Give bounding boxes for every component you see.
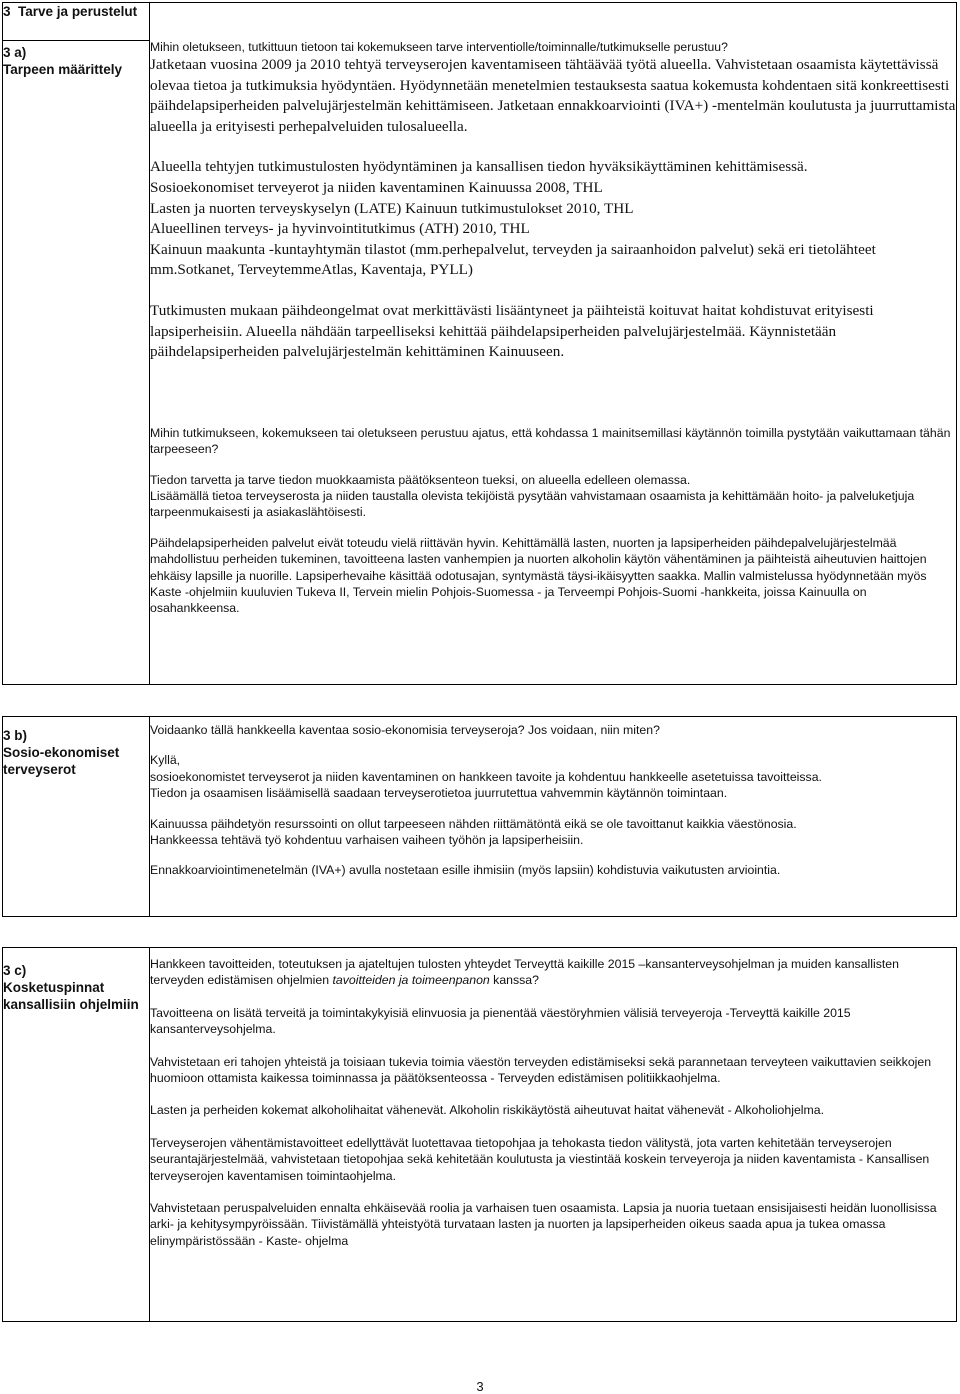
answer-3c-p4: Terveyserojen vähentämistavoitteet edellyttävät luotettavaa tietopohjaa ja tehokasta tiedon välitystä, jota varten kehitetään terveyserojen seurantajärjestelmää, vahvistetaan tietopohjaa sekä kehitetään koulutusta ja viestintää koskein terveyeroja ja niiden kaventamista - Kansallisen terveyserojen kaventamisen toimintaohjelma.: [150, 1135, 930, 1183]
row-3c-label: [3, 948, 150, 1322]
answer-3c-p5: Vahvistetaan peruspalveluiden ennalta ehkäisevää roolia ja varhaisen tuen osaamista. Lapsia ja nuoria tuetaan ensisijaisesti heidän luonollisissa arki- ja kehitysympyröissään. Tiivistämällä yhteistyötä turvataan lasten ja nuorten ja lapsiperheiden oikeus saada apua ja tukea omassa elinympäristössään - Kaste- ohjelma: [150, 1201, 937, 1248]
question-3c: [150, 956, 956, 989]
answer-3a-p2-line: Alueella tehtyjen tutkimustulosten hyödyntäminen ja kansallisen tiedon hyväksikäyttäminen kehittämisessä.: [150, 158, 808, 176]
answer-3c-p1: Tavoitteena on lisätä terveitä ja toimintakykyisiä elinvuosia ja pienentää väestöryhmien välisiä terveyeroja -Terveyttä kaikille 2015 kansanterveysohjelma.: [150, 1005, 851, 1037]
answer-3a-p2-line: Lasten ja nuorten terveyskyselyn (LATE) Kainuun tutkimustulokset 2010, THL: [150, 199, 634, 217]
section-title: Tarve ja perustelut: [18, 4, 138, 19]
answer-3c-p3: Lasten ja perheiden kokemat alkoholihaitat vähenevät. Alkoholin riskikäytöstä aiheutuvat haitat vähenevät - Alkoholiohjelma.: [150, 1103, 825, 1118]
answer-3b-p3: Ennakkoarviointimenetelmän (IVA+) avulla nostetaan esille ihmisiin (myös lapsiin) kohdistuvia vaikutusten arviointia.: [150, 863, 781, 878]
answer-3a-p2: [150, 157, 956, 281]
section-header-cell: [3, 3, 150, 41]
row-3c-label-title: Kosketuspinnat kansallisiin ohjelmiin: [3, 980, 139, 1012]
row-3b-label: [3, 717, 150, 917]
answer-3b-line: sosioekonomistet terveyserot ja niiden kaventaminen on hankkeen tavoite ja kohdentuu hankkeelle asetetuissa tavoitteissa.: [150, 769, 822, 784]
question-3b: Voidaanko tällä hankkeella kaventaa sosio-ekonomisia terveyseroja? Jos voidaan, niin miten?: [150, 723, 660, 737]
question-3a-2-block: [150, 425, 956, 617]
row-3b-table: [2, 716, 957, 917]
answer-3c-p2: Vahvistetaan eri tahojen yhteistä ja toisiaan tukevia toimia väestön terveyden edistämiseksi sekä parannetaan terveyteen vaikuttavien seikkojen huomioon ottamista kaikessa toiminnassa ja päätöksenteossa - Terveyden edistämisen politiikkaohjelma.: [150, 1054, 932, 1086]
row-3c-label-number: 3 c): [3, 963, 27, 978]
row-3c-table: [2, 947, 957, 1322]
question-3c-part2: kanssa?: [489, 973, 539, 988]
answer-3b-p2-line: Hankkeessa tehtävä työ kohdentuu varhaisen vaiheen työhön ja lapsiperheisiin.: [150, 833, 584, 848]
row-3a-label: [3, 41, 150, 685]
row-3c-content: [150, 948, 957, 1322]
answer-3b-line: Tiedon ja osaamisen lisäämisellä saadaan terveyserotietoa juurrutettua vahvemmin käytännön toimintaan.: [150, 786, 728, 801]
row-3b-label-number: 3 b): [3, 728, 28, 743]
question-3a-1: Mihin oletukseen, tutkittuun tietoon tai kokemukseen tarve interventiolle/toiminnalle/tutkimukselle perustuu?: [150, 40, 728, 54]
row-3a-label-number: 3 a): [3, 45, 27, 60]
question-3c-italic: tavoitteiden ja toimeenpanon: [332, 973, 490, 988]
row-3b-content: [150, 717, 957, 917]
row-3b-label-title: Sosio-ekonomiset terveyserot: [3, 745, 120, 777]
row-3a-content: [150, 3, 957, 685]
answer-3a-2-p2: Päihdelapsiperheiden palvelut eivät toteudu vielä riittävän hyvin. Kehittämällä lasten, nuorten ja lapsiperheiden päihdepalvelujärjestelmää mahdollistuu perheiden tukeminen, tavoitteena lasten vanhempien ja nuorten alkoholin käytön vähentäminen ja päihteistä aiheutuvien haittojen ehkäisy lapsille ja nuorille. Lapsiperhevaihe käsittää odotusajan, syntymästä täysi-ikäisyytten saakka. Mallin valmistelussa hyödynnetään myös Kaste -ohjelmiin kuuluvien Tukeva II, Tervein mielin Pohjois-Suomessa - ja Terveempi Pohjois-Suomi -hankkeita, joissa Kainuulla on osahankkeensa.: [150, 535, 927, 616]
answer-3a-2-p1-line: Tiedon tarvetta ja tarve tiedon muokkaamista päätöksenteon tueksi, on alueella edelleen olemassa.: [150, 472, 691, 487]
answer-3a-p1: Jatketaan vuosina 2009 ja 2010 tehtyä terveyserojen kaventamiseen tähtäävää työtä alueella. Vahvistetaan osaamista käytettävissä olevaa tietoa ja tutkimuksia hyödyntäen. Hyödynnetään menetelmien testauksesta saatua kokemusta kohdentaen sitä konkreettisesti päihdelapsiperheiden palvelujärjestelmän kehittämiseen. Jatketaan ennakkoarviointi (IVA+) -mentelmän koulutusta ja juurruttamista alueella ja erityisesti perhepalveluiden tulosalueella.: [150, 56, 956, 135]
answer-3b-line: Kyllä,: [150, 753, 181, 768]
section-number: 3: [3, 4, 11, 19]
question-3c-part1: Hankkeen tavoitteiden, toteutuksen ja ajateltujen tulosten yhteydet Terveyttä kaikille 2015 –kansanterveysohjelman ja muiden kansallisten terveyden edistämisen ohjelmien: [150, 957, 899, 988]
answer-3a-p2-line: Alueellinen terveys- ja hyvinvointitutkimus (ATH) 2010, THL: [150, 220, 530, 238]
answer-3a-p2-line: Kainuun maakunta -kuntayhtymän tilastot (mm.perhepalvelut, terveyden ja sairaanhoidon palvelut) sekä eri tietolähteet mm.Sotkanet, TerveytemmeAtlas, Kaventaja, PYLL): [150, 240, 876, 279]
page-number: 3: [476, 1379, 484, 1394]
answer-3a-p2-line: Sosioekonomiset terveyerot ja niiden kaventaminen Kainuussa 2008, THL: [150, 178, 603, 196]
section-3-table: [2, 2, 957, 685]
answer-3a-p3: Tutkimusten mukaan päihdeongelmat ovat merkittävästi lisääntyneet ja päihteistä koituvat haitat kohdistuvat erityisesti lapsiperheisiin. Alueella nähdään tarpeelliseksi kehittää päihdelapsiperheiden palvelujärjestelmää. Käynnistetään päihdelapsiperheiden palvelujärjestelmän kehittäminen Kainuuseen.: [150, 301, 874, 361]
question-3a-2: Mihin tutkimukseen, kokemukseen tai oletukseen perustuu ajatus, että kohdassa 1 mainitsemillasi käytännön toimilla pystytään vaikuttamaan tähän tarpeeseen?: [150, 425, 951, 457]
answer-3b-p2-line: Kainuussa päihdetyön resurssointi on ollut tarpeeseen nähden riittämätöntä eikä se ole tavoittanut kaikkia väestönosia.: [150, 816, 797, 831]
row-3a-label-title: Tarpeen määrittely: [3, 62, 123, 77]
answer-3a-2-p1-line: Lisäämällä tietoa terveyserosta ja niiden taustalla olevista tekijöistä pysytään vahvistamaan osaamista ja kehittämään hoito- ja palveluketjuja tarpeenmukaisesti ja asiakaslähtöisesti.: [150, 488, 915, 520]
